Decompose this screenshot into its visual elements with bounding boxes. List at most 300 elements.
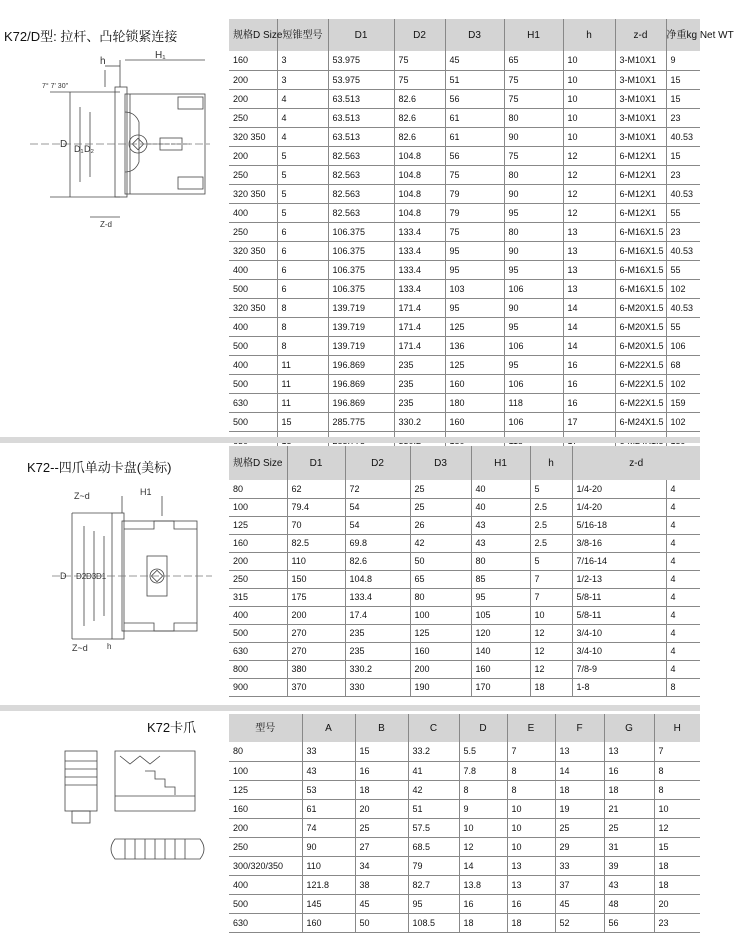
- table-cell: 4: [666, 498, 700, 516]
- table-cell: 8: [654, 761, 700, 780]
- table-cell: 400: [229, 317, 277, 336]
- table-cell: 370: [287, 678, 345, 696]
- table-cell: 75: [394, 70, 445, 89]
- table-cell: 90: [504, 298, 563, 317]
- table-cell: 4: [277, 108, 328, 127]
- table-cell: 18: [604, 780, 654, 799]
- table-row: [229, 761, 700, 780]
- table-cell: 250: [229, 222, 277, 241]
- table-cell: 100: [410, 606, 471, 624]
- table-cell: 54: [345, 498, 410, 516]
- table-cell: 7/16-14: [572, 552, 666, 570]
- table-cell: 196.869: [328, 393, 394, 412]
- table-row: [229, 51, 700, 70]
- table-cell: 315: [229, 588, 287, 606]
- table-cell: 48: [604, 894, 654, 913]
- table-cell: 285.775: [328, 412, 394, 431]
- table-cell: 630: [229, 642, 287, 660]
- section-title: K72卡爪: [147, 720, 197, 735]
- table-k72d: [229, 19, 734, 451]
- table-cell: 320 350: [229, 127, 277, 146]
- table-cell: 43: [302, 761, 355, 780]
- table-cell: 106: [504, 412, 563, 431]
- label-d1: D1: [96, 572, 107, 581]
- table-row: [229, 317, 700, 336]
- column-header: D2: [345, 446, 410, 480]
- table-cell: 13: [563, 279, 615, 298]
- table-cell: 82.7: [408, 875, 459, 894]
- table-cell: 10: [563, 127, 615, 146]
- table-cell: 18: [459, 913, 507, 932]
- table-cell: 16: [459, 894, 507, 913]
- table-cell: 5.5: [459, 742, 507, 761]
- table-cell: 4: [666, 480, 700, 498]
- table-cell: 270: [287, 642, 345, 660]
- table-cell: 68.5: [408, 837, 459, 856]
- table-cell: 75: [504, 146, 563, 165]
- table-cell: 5/16-18: [572, 516, 666, 534]
- table-cell: 12: [459, 837, 507, 856]
- table-cell: 53.975: [328, 70, 394, 89]
- label-h1: H1: [140, 487, 152, 497]
- table-cell: 12: [530, 642, 572, 660]
- table-cell: 6-M22X1.5: [615, 393, 666, 412]
- table-cell: 40: [471, 480, 530, 498]
- section-title: K72/D型: 拉杆、凸轮锁紧连接: [4, 29, 178, 44]
- table-row: [229, 412, 700, 431]
- table-cell: 90: [302, 837, 355, 856]
- table-header: [229, 19, 700, 51]
- table-cell: 3-M10X1: [615, 108, 666, 127]
- column-header: C: [408, 714, 459, 742]
- table-cell: 40.53: [666, 298, 700, 317]
- table-cell: 139.719: [328, 298, 394, 317]
- table-row: [229, 678, 700, 696]
- table-cell: 95: [504, 355, 563, 374]
- table-cell: 56: [604, 913, 654, 932]
- table-cell: 200: [410, 660, 471, 678]
- column-header: D: [459, 714, 507, 742]
- table-cell: 90: [504, 184, 563, 203]
- table-cell: 40: [471, 498, 530, 516]
- table-cell: 320 350: [229, 298, 277, 317]
- table-cell: 80: [229, 480, 287, 498]
- table-cell: 7: [507, 742, 555, 761]
- table-cell: 82.563: [328, 146, 394, 165]
- table-cell: 106.375: [328, 279, 394, 298]
- column-header: D3: [445, 19, 504, 51]
- table-cell: 53: [302, 780, 355, 799]
- table-cell: 23: [666, 222, 700, 241]
- table-cell: 33.2: [408, 742, 459, 761]
- table-cell: 4: [666, 606, 700, 624]
- table-cell: 16: [507, 894, 555, 913]
- table-cell: 4: [666, 552, 700, 570]
- table-cell: 16: [563, 374, 615, 393]
- table-cell: 500: [229, 336, 277, 355]
- table-jaw: [229, 714, 700, 933]
- table-cell: 95: [445, 241, 504, 260]
- table-cell: 80: [229, 742, 302, 761]
- table-row: [229, 108, 700, 127]
- table-cell: 175: [287, 588, 345, 606]
- table-row: [229, 146, 700, 165]
- table-cell: 139.719: [328, 317, 394, 336]
- table-cell: 16: [563, 355, 615, 374]
- table-row: [229, 165, 700, 184]
- table-cell: 140: [471, 642, 530, 660]
- table-cell: 8: [507, 780, 555, 799]
- table-row: [229, 894, 700, 913]
- table-cell: 4: [666, 534, 700, 552]
- table-cell: 6-M12X1: [615, 184, 666, 203]
- table-cell: 5/8-11: [572, 606, 666, 624]
- column-header: 短锥型号: [277, 19, 328, 51]
- table-row: [229, 70, 700, 89]
- table-cell: 160: [445, 412, 504, 431]
- table-cell: 63.513: [328, 108, 394, 127]
- table-cell: 200: [229, 552, 287, 570]
- table-cell: 133.4: [394, 279, 445, 298]
- table-cell: 5/8-11: [572, 588, 666, 606]
- table-cell: 82.563: [328, 184, 394, 203]
- table-cell: 45: [555, 894, 604, 913]
- table-cell: 190: [410, 678, 471, 696]
- table-cell: 160: [229, 51, 277, 70]
- table-cell: 29: [555, 837, 604, 856]
- table-cell: 65: [504, 51, 563, 70]
- table-cell: 21: [604, 799, 654, 818]
- table-cell: 65: [410, 570, 471, 588]
- section-k72-four-jaw: [0, 443, 700, 705]
- table-cell: 270: [287, 624, 345, 642]
- table-row: [229, 241, 700, 260]
- table-cell: 4: [666, 660, 700, 678]
- table-cell: 6-M16X1.5: [615, 222, 666, 241]
- table-cell: 56: [445, 146, 504, 165]
- table-cell: 52: [555, 913, 604, 932]
- table-cell: 53.975: [328, 51, 394, 70]
- column-header: D2: [394, 19, 445, 51]
- table-cell: 6-M24X1.5: [615, 412, 666, 431]
- column-header: 型号: [229, 714, 302, 742]
- table-cell: 7: [530, 588, 572, 606]
- table-row: [229, 516, 700, 534]
- table-cell: 13: [604, 742, 654, 761]
- section-k72-jaw: [0, 711, 700, 927]
- table-cell: 3: [277, 70, 328, 89]
- table-cell: 103: [445, 279, 504, 298]
- table-cell: 9: [459, 799, 507, 818]
- table-row: [229, 298, 700, 317]
- table-cell: 1-8: [572, 678, 666, 696]
- label-zd-bottom: Z~d: [72, 643, 88, 653]
- table-cell: 82.563: [328, 165, 394, 184]
- table-row: [229, 780, 700, 799]
- column-header: D3: [410, 446, 471, 480]
- table-cell: 80: [504, 108, 563, 127]
- table-cell: 37: [555, 875, 604, 894]
- table-cell: 133.4: [394, 241, 445, 260]
- table-cell: 159: [666, 393, 700, 412]
- table-cell: 61: [445, 127, 504, 146]
- table-cell: 25: [410, 498, 471, 516]
- table-cell: 7: [654, 742, 700, 761]
- table-cell: 14: [563, 336, 615, 355]
- table-cell: 6: [277, 279, 328, 298]
- table-cell: 16: [604, 761, 654, 780]
- table-cell: 43: [604, 875, 654, 894]
- table-cell: 13.8: [459, 875, 507, 894]
- table-cell: 6-M16X1.5: [615, 279, 666, 298]
- table-cell: 82.5: [287, 534, 345, 552]
- table-cell: 39: [604, 856, 654, 875]
- table-cell: 235: [394, 355, 445, 374]
- table-cell: 55: [666, 317, 700, 336]
- table-cell: 1/4-20: [572, 498, 666, 516]
- table-cell: 235: [394, 393, 445, 412]
- table-cell: 80: [504, 165, 563, 184]
- table-cell: 18: [654, 856, 700, 875]
- table-cell: 82.6: [345, 552, 410, 570]
- table-cell: 10: [507, 799, 555, 818]
- table-cell: 11: [277, 393, 328, 412]
- table-row: [229, 875, 700, 894]
- table-cell: 12: [530, 624, 572, 642]
- table-cell: 110: [287, 552, 345, 570]
- table-cell: 5: [277, 146, 328, 165]
- table-cell: 7: [530, 570, 572, 588]
- table-cell: 100: [229, 498, 287, 516]
- table-cell: 6: [277, 260, 328, 279]
- column-header: D1: [328, 19, 394, 51]
- table-cell: 106: [504, 336, 563, 355]
- label-d: D: [60, 571, 67, 581]
- table-cell: 106.375: [328, 260, 394, 279]
- table-cell: 79.4: [287, 498, 345, 516]
- table-header: [229, 446, 700, 480]
- table-cell: 20: [654, 894, 700, 913]
- table-cell: 8: [666, 678, 700, 696]
- table-cell: 136: [445, 336, 504, 355]
- column-header: B: [355, 714, 408, 742]
- table-cell: 13: [507, 875, 555, 894]
- table-cell: 82.6: [394, 108, 445, 127]
- label-d2: D2: [76, 572, 87, 581]
- table-cell: 70: [287, 516, 345, 534]
- table-cell: 4: [277, 89, 328, 108]
- table-four-jaw: [229, 446, 700, 697]
- table-cell: 11: [277, 355, 328, 374]
- table-cell: 6-M22X1.5: [615, 355, 666, 374]
- column-header: E: [507, 714, 555, 742]
- table-cell: 1/4-20: [572, 480, 666, 498]
- table-cell: 43: [471, 516, 530, 534]
- label-h1: H₁: [155, 50, 166, 61]
- table-cell: 27: [355, 837, 408, 856]
- table-cell: 10: [563, 108, 615, 127]
- table-cell: 330.2: [345, 660, 410, 678]
- table-cell: 500: [229, 412, 277, 431]
- table-cell: 500: [229, 894, 302, 913]
- table-row: [229, 336, 700, 355]
- table-cell: 145: [302, 894, 355, 913]
- table-cell: 180: [445, 393, 504, 412]
- table-row: [229, 642, 700, 660]
- label-angle: 7° 7' 30": [42, 83, 69, 90]
- table-cell: 10: [459, 818, 507, 837]
- table-cell: 102: [666, 279, 700, 298]
- table-cell: 108.5: [408, 913, 459, 932]
- label-h: h: [107, 642, 112, 651]
- table-cell: 38: [355, 875, 408, 894]
- table-cell: 400: [229, 203, 277, 222]
- table-row: [229, 127, 700, 146]
- table-cell: 79: [445, 184, 504, 203]
- table-row: [229, 203, 700, 222]
- column-header: H1: [504, 19, 563, 51]
- table-cell: 196.869: [328, 374, 394, 393]
- table-row: [229, 799, 700, 818]
- table-cell: 1/2-13: [572, 570, 666, 588]
- table-cell: 5: [530, 552, 572, 570]
- table-cell: 55: [666, 203, 700, 222]
- table-cell: 4: [666, 642, 700, 660]
- table-cell: 10: [563, 70, 615, 89]
- table-cell: 13: [555, 742, 604, 761]
- table-cell: 16: [563, 393, 615, 412]
- table-cell: 14: [555, 761, 604, 780]
- table-cell: 95: [504, 260, 563, 279]
- chuck-drawing-four-jaw: [52, 487, 212, 661]
- table-row: [229, 588, 700, 606]
- column-header: D1: [287, 446, 345, 480]
- table-row: [229, 222, 700, 241]
- table-cell: 5: [277, 203, 328, 222]
- table-cell: 80: [410, 588, 471, 606]
- table-cell: 8: [654, 780, 700, 799]
- table-cell: 10: [507, 837, 555, 856]
- table-cell: 100: [229, 761, 302, 780]
- table-cell: 40.53: [666, 127, 700, 146]
- table-cell: 102: [666, 412, 700, 431]
- column-header: 规格D Size: [229, 446, 287, 480]
- table-cell: 160: [229, 534, 287, 552]
- label-zd-top: Z~d: [74, 491, 90, 501]
- table-cell: 6-M20X1.5: [615, 298, 666, 317]
- table-row: [229, 393, 700, 412]
- table-cell: 17: [563, 412, 615, 431]
- table-cell: 6-M16X1.5: [615, 260, 666, 279]
- table-cell: 7/8-9: [572, 660, 666, 678]
- table-cell: 6-M20X1.5: [615, 336, 666, 355]
- table-cell: 25: [604, 818, 654, 837]
- table-cell: 14: [459, 856, 507, 875]
- table-row: [229, 89, 700, 108]
- table-cell: 800: [229, 660, 287, 678]
- table-cell: 34: [355, 856, 408, 875]
- table-cell: 95: [408, 894, 459, 913]
- table-cell: 121.8: [302, 875, 355, 894]
- table-cell: 23: [666, 165, 700, 184]
- column-header: 净重kg Net WT: [666, 19, 700, 51]
- table-cell: 23: [654, 913, 700, 932]
- table-cell: 95: [445, 298, 504, 317]
- table-cell: 51: [408, 799, 459, 818]
- chuck-drawing-k72d: [30, 52, 210, 227]
- table-cell: 5: [277, 165, 328, 184]
- column-header: h: [530, 446, 572, 480]
- table-cell: 900: [229, 678, 287, 696]
- table-cell: 40.53: [666, 184, 700, 203]
- table-cell: 62: [287, 480, 345, 498]
- table-cell: 14: [563, 298, 615, 317]
- table-cell: 7.8: [459, 761, 507, 780]
- label-h: h: [100, 56, 106, 67]
- table-cell: 45: [445, 51, 504, 70]
- table-cell: 2.5: [530, 498, 572, 516]
- table-cell: 19: [555, 799, 604, 818]
- table-cell: 3: [277, 51, 328, 70]
- table-cell: 79: [408, 856, 459, 875]
- table-cell: 171.4: [394, 317, 445, 336]
- table-cell: 171.4: [394, 298, 445, 317]
- table-row: [229, 552, 700, 570]
- table-cell: 50: [355, 913, 408, 932]
- table-cell: 125: [410, 624, 471, 642]
- table-cell: 320 350: [229, 184, 277, 203]
- table-cell: 200: [229, 818, 302, 837]
- column-header: z-d: [615, 19, 666, 51]
- table-cell: 75: [504, 70, 563, 89]
- table-cell: 150: [287, 570, 345, 588]
- jaw-drawing: [60, 741, 215, 871]
- table-cell: 42: [410, 534, 471, 552]
- table-cell: 5: [530, 480, 572, 498]
- table-cell: 196.869: [328, 355, 394, 374]
- table-cell: 250: [229, 570, 287, 588]
- table-row: [229, 355, 700, 374]
- table-cell: 105: [471, 606, 530, 624]
- table-cell: 8: [277, 317, 328, 336]
- table-cell: 57.5: [408, 818, 459, 837]
- table-cell: 3/4-10: [572, 624, 666, 642]
- table-cell: 102: [666, 374, 700, 393]
- table-cell: 125: [445, 317, 504, 336]
- table-cell: 12: [530, 660, 572, 678]
- table-row: [229, 184, 700, 203]
- table-cell: 160: [229, 799, 302, 818]
- table-row: [229, 480, 700, 498]
- table-row: [229, 913, 700, 932]
- label-d: D: [60, 139, 68, 150]
- table-cell: 10: [563, 89, 615, 108]
- table-cell: 160: [302, 913, 355, 932]
- table-cell: 200: [287, 606, 345, 624]
- table-row: [229, 818, 700, 837]
- table-cell: 3-M10X1: [615, 127, 666, 146]
- table-cell: 63.513: [328, 89, 394, 108]
- table-cell: 40.53: [666, 241, 700, 260]
- table-row: [229, 498, 700, 516]
- table-cell: 125: [229, 516, 287, 534]
- table-cell: 75: [394, 51, 445, 70]
- table-cell: 15: [355, 742, 408, 761]
- table-cell: 14: [563, 317, 615, 336]
- table-cell: 95: [504, 317, 563, 336]
- table-cell: 61: [445, 108, 504, 127]
- table-cell: 235: [394, 374, 445, 393]
